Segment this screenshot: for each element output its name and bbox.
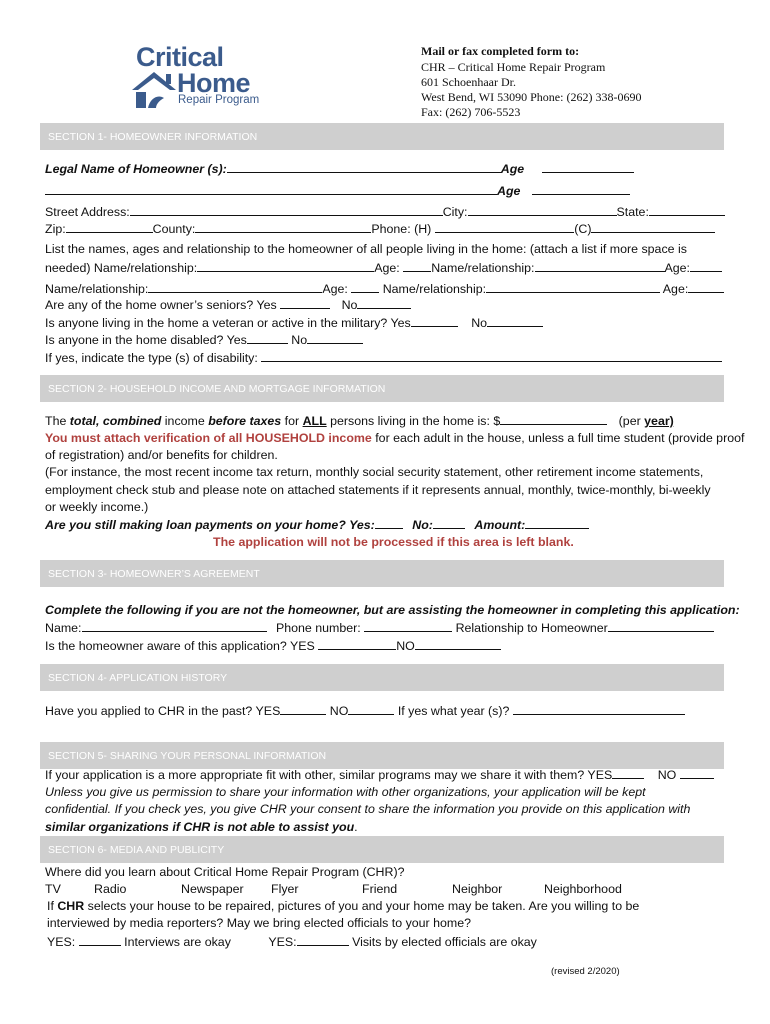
legal-name-field[interactable]: [227, 162, 501, 173]
not-processed-warning: The application will not be processed if this area is left blank.: [213, 535, 574, 549]
relationship-field[interactable]: [608, 621, 714, 632]
loan-amount-field[interactable]: [525, 518, 589, 529]
option-neighborhood[interactable]: Neighborhood: [544, 882, 622, 896]
state-field[interactable]: [649, 205, 725, 216]
interviews-yes-label: YES:: [47, 935, 76, 949]
disabled-no-label: No: [291, 333, 308, 347]
income-total-combined: total, combined: [69, 414, 162, 428]
revised-date: (revised 2/2020): [551, 966, 620, 977]
loan-no-label: No:: [412, 518, 433, 532]
section1-header-label: SECTION 1- HOMEOWNER INFORMATION: [48, 131, 258, 143]
interviews-ok-label: Interviews are okay: [124, 935, 231, 949]
disability-type-row: [45, 351, 722, 364]
interviews-yes-field[interactable]: [79, 935, 121, 946]
income-year: year): [644, 414, 674, 428]
income-persons: persons living in the home is: $: [326, 414, 501, 428]
interviewed-text: interviewed by media reporters? May we bring elected officials to your home?: [47, 916, 472, 930]
section5-header: [40, 742, 724, 769]
veteran-no-field[interactable]: [487, 316, 543, 327]
loan-label: Are you still making loan payments on your home? Yes:: [45, 518, 375, 532]
assistant-name-field[interactable]: [82, 621, 267, 632]
each-adult-text: for each adult in the house, unless a full time student (provide proof: [371, 431, 745, 445]
disabled-no-field[interactable]: [307, 333, 363, 344]
section1-header: [40, 123, 724, 150]
officials-yes-field[interactable]: [297, 935, 349, 946]
mail-line-2: 601 Schoenhaar Dr.: [421, 75, 516, 89]
registration-text: of registration) and/or benefits for children.: [45, 448, 278, 462]
disabled-yes-field[interactable]: [247, 333, 288, 344]
share-no-label: NO: [657, 768, 677, 782]
seniors-row: [45, 298, 411, 311]
disability-type-field[interactable]: [261, 351, 722, 362]
seniors-yes-field[interactable]: [280, 298, 330, 309]
assistant-phone-label: Phone number:: [275, 621, 361, 635]
name-rel-field-2[interactable]: [535, 261, 665, 272]
unless-text-2: confidential. If you check yes, you give CHR your consent to share the information you provide on this application with: [45, 802, 691, 816]
logo-word-repair-program: Repair Program: [178, 94, 260, 106]
age-field-3[interactable]: [403, 261, 431, 272]
seniors-label: Are any of the home owner’s seniors? Yes: [45, 298, 277, 312]
mail-title: Mail or fax completed form to:: [421, 44, 580, 58]
relationship-label: Relationship to Homeowner: [455, 621, 608, 635]
age-field-2[interactable]: [532, 184, 630, 195]
applied-no-label: NO: [329, 704, 349, 718]
option-tv[interactable]: TV: [45, 882, 61, 896]
street-field[interactable]: [130, 205, 443, 216]
applied-no-field[interactable]: [348, 704, 394, 715]
loan-no-field[interactable]: [433, 518, 465, 529]
age-colon-4: Age:: [662, 282, 689, 296]
assistant-phone-field[interactable]: [364, 621, 452, 632]
list-label: needed) Name/relationship:: [45, 261, 198, 275]
aware-no-label: NO: [396, 639, 415, 653]
phone-h-label: Phone: (H): [371, 222, 432, 236]
mail-line-3: West Bend, WI 53090 Phone: (262) 338-0690: [421, 90, 642, 104]
legal-name-field-2[interactable]: [45, 184, 497, 195]
chr-selects-row: [47, 900, 639, 912]
must-attach-text: You must attach verification of all HOUSEHOLD income: [45, 431, 372, 445]
age-field-5[interactable]: [351, 282, 379, 293]
street-label: Street Address:: [45, 205, 130, 219]
applied-row: [45, 704, 685, 717]
chr-if: If: [47, 899, 58, 913]
list-text-1: List the names, ages and relationship to the homeowner of all people living in the home: (attach a list if more space is: [45, 242, 687, 256]
phone-c-field[interactable]: [591, 222, 715, 233]
name-rel-field-4[interactable]: [486, 282, 660, 293]
disabled-row: [45, 333, 363, 346]
income-the: The: [45, 414, 70, 428]
age-label-1: Age: [500, 162, 525, 176]
list-row-2: [45, 282, 724, 295]
income-word: income: [161, 414, 209, 428]
applied-yes-field[interactable]: [280, 704, 326, 715]
aware-yes-field[interactable]: [318, 639, 396, 650]
legal-name-label: Legal Name of Homeowner (s):: [45, 162, 227, 176]
share-yes-field[interactable]: [612, 768, 644, 779]
zip-field[interactable]: [66, 222, 153, 233]
income-row: [45, 414, 674, 427]
age-colon-3: Age:: [322, 282, 348, 296]
income-amount-field[interactable]: [500, 414, 607, 425]
chr-bold: CHR: [57, 899, 85, 913]
instance-text-1: (For instance, the most recent income tax return, monthly social security statement, other retirement income statements,: [45, 465, 704, 479]
city-label: City:: [442, 205, 468, 219]
age-field-1[interactable]: [542, 162, 634, 173]
logo-word-critical: Critical: [136, 42, 224, 72]
zip-row: [45, 222, 715, 235]
mail-line-4: Fax: (262) 706-5523: [421, 105, 521, 119]
phone-h-field[interactable]: [435, 222, 574, 233]
name-rel-label-4: Name/relationship:: [382, 282, 487, 296]
unless-text-1: Unless you give us permission to share your information with other organizations, your application will be kept: [45, 785, 646, 799]
state-label: State:: [616, 205, 649, 219]
what-year-field[interactable]: [513, 704, 685, 715]
loan-row: [45, 518, 589, 531]
zip-label: Zip:: [45, 222, 66, 236]
mail-line-1: CHR – Critical Home Repair Program: [421, 60, 606, 74]
applied-label: Have you applied to CHR in the past? YES: [45, 704, 281, 718]
attach-row: [45, 432, 744, 444]
name-rel-label-3: Name/relationship:: [45, 282, 149, 296]
veteran-label: Is anyone living in the home a veteran or active in the military? Yes: [45, 316, 411, 330]
name-rel-field-1[interactable]: [197, 261, 374, 272]
aware-label: Is the homeowner aware of this application? YES: [45, 639, 315, 653]
loan-amount-label: Amount:: [474, 518, 526, 532]
section3-header: [40, 560, 724, 587]
section4-header: [40, 664, 724, 691]
age-label-2: Age: [497, 184, 521, 198]
instance-text-3: or weekly income.): [45, 500, 149, 514]
legal-name-row: [45, 162, 634, 175]
city-field[interactable]: [468, 205, 617, 216]
media-consent-row: [47, 935, 537, 948]
age-field-4[interactable]: [690, 261, 722, 272]
address-row: [45, 205, 725, 218]
option-flyer[interactable]: Flyer: [271, 882, 299, 896]
section5-header-label: SECTION 5- SHARING YOUR PERSONAL INFORMATION: [48, 750, 327, 762]
chr-selects-text: selects your house to be repaired, pictures of you and your home may be taken. Are you willing to be: [84, 899, 640, 913]
veteran-row: [45, 316, 543, 329]
disabled-label: Is anyone in the home disabled? Yes: [45, 333, 247, 347]
section2-header: [40, 375, 724, 402]
learn-text: Where did you learn about Critical Home Repair Program (CHR)?: [45, 865, 405, 879]
section6-header-label: SECTION 6- MEDIA AND PUBLICITY: [48, 844, 225, 856]
phone-c-label: (C): [574, 222, 592, 236]
logo-word-home: Home: [177, 68, 251, 98]
list-row-1: [45, 261, 722, 274]
aware-row: [45, 639, 501, 652]
aware-no-field[interactable]: [415, 639, 501, 650]
share-label: If your application is a more appropriate fit with other, similar programs may we share it with them? YES: [45, 768, 613, 782]
name-rel-label-2: Name/relationship:: [431, 261, 535, 275]
seniors-no-field[interactable]: [357, 298, 411, 309]
age-field-6[interactable]: [688, 282, 724, 293]
option-radio[interactable]: Radio: [94, 882, 127, 896]
veteran-yes-field[interactable]: [411, 316, 458, 327]
unless-text-3: similar organizations if CHR is not able to assist you: [45, 820, 355, 834]
disability-type-label: If yes, indicate the type (s) of disability:: [45, 351, 258, 365]
share-row: [45, 768, 714, 781]
age-colon-1: Age:: [374, 261, 400, 275]
income-before-taxes: before taxes: [208, 414, 282, 428]
county-label: County:: [152, 222, 196, 236]
assistant-name-label: Name:: [45, 621, 82, 635]
option-neighbor[interactable]: Neighbor: [452, 882, 503, 896]
section6-header: [40, 836, 724, 863]
option-newspaper[interactable]: Newspaper: [181, 882, 244, 896]
house-logo-icon: [130, 68, 178, 110]
section4-header-label: SECTION 4- APPLICATION HISTORY: [48, 672, 228, 684]
instance-text-2: employment check stub and please note on attached statements if it represents annual, monthly, twice-monthly, bi-weekly: [45, 483, 711, 497]
county-field[interactable]: [195, 222, 371, 233]
income-for: for: [281, 414, 303, 428]
unless-period: .: [354, 820, 358, 834]
section3-header-label: SECTION 3- HOMEOWNER’S AGREEMENT: [48, 568, 260, 580]
legal-name-row-2: [45, 184, 630, 197]
loan-yes-field[interactable]: [375, 518, 403, 529]
option-friend[interactable]: Friend: [362, 882, 398, 896]
age-colon-2: Age:: [664, 261, 690, 275]
assistant-row: [45, 621, 714, 634]
unless-row-3: [45, 821, 358, 833]
what-year-label: If yes what year (s)?: [397, 704, 510, 718]
income-per: (per: [618, 414, 645, 428]
complete-text: Complete the following if you are not the homeowner, but are assisting the homeowner in completing this application:: [45, 603, 740, 617]
officials-yes-label: YES:: [268, 935, 297, 949]
name-rel-field-3[interactable]: [148, 282, 322, 293]
veteran-no-label: No: [471, 316, 488, 330]
section2-header-label: SECTION 2- HOUSEHOLD INCOME AND MORTGAGE INFORMATION: [48, 383, 386, 395]
seniors-no-label: No: [341, 298, 358, 312]
officials-ok-label: Visits by elected officials are okay: [352, 935, 537, 949]
share-no-field[interactable]: [680, 768, 714, 779]
income-all: ALL: [302, 414, 327, 428]
